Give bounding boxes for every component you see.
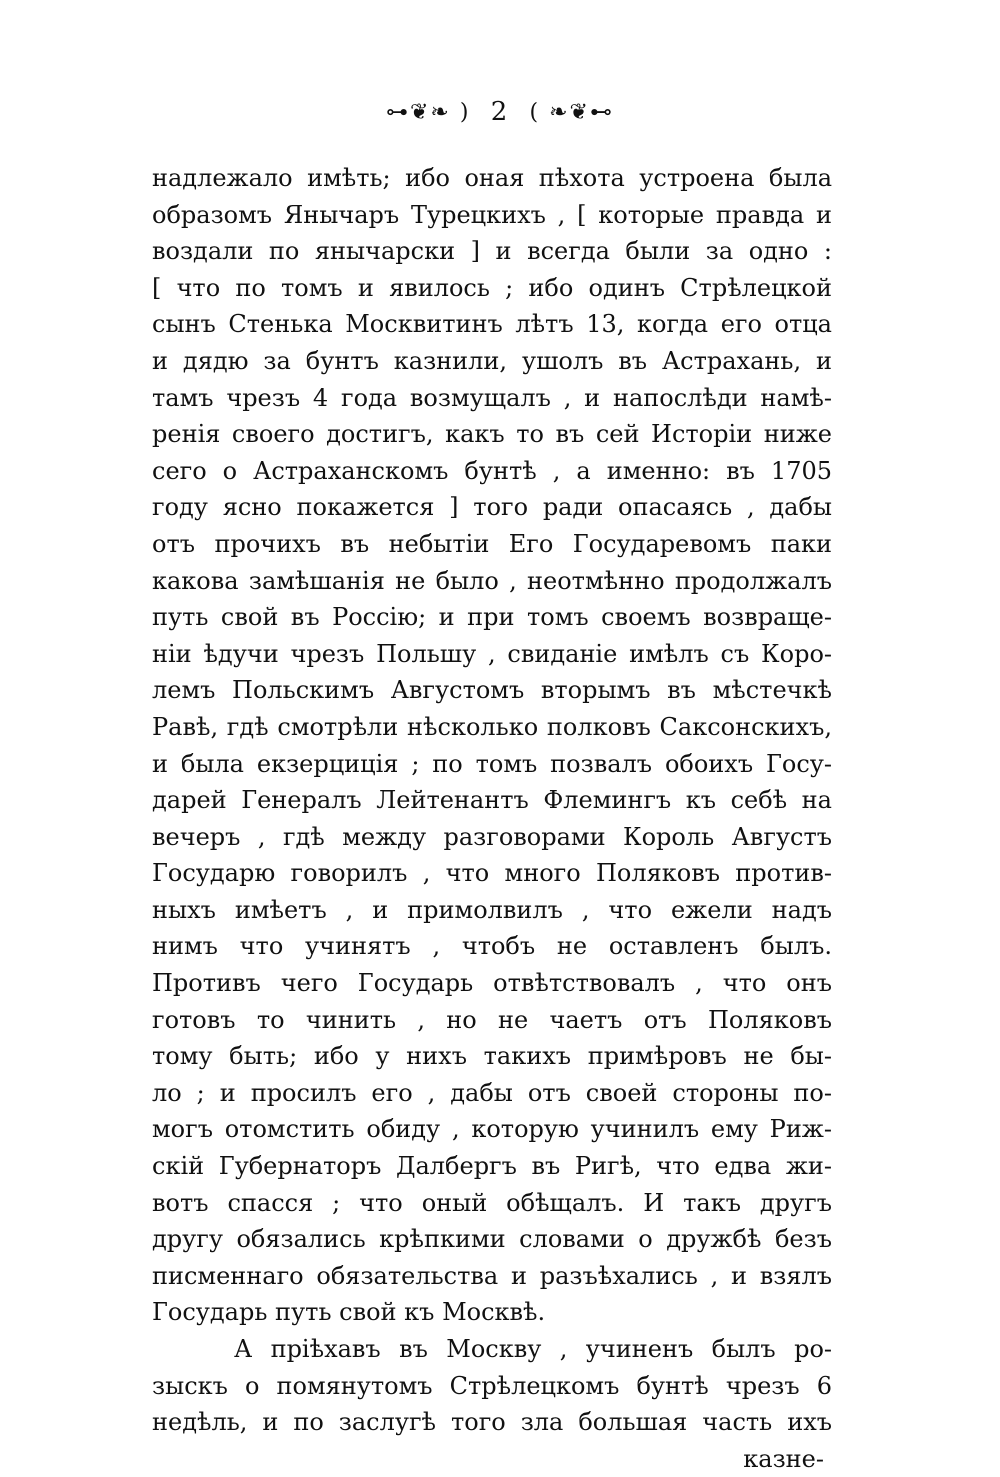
text-line: готовъ то чинить , но не чаетъ отъ Поляковъ	[152, 1005, 832, 1034]
paragraph-start-line: А пріѣхавъ въ Москву , учиненъ былъ ро-	[234, 1335, 832, 1363]
text-line: недѣль, и по заслугѣ того зла большая часть ихъ	[152, 1408, 832, 1437]
text-line: отъ прочихъ въ небытіи Его Государевомъ паки	[152, 529, 832, 558]
text-line: путь свой въ Россію; и при томъ своемъ возвраще-	[152, 603, 832, 632]
text-line: ренія своего достигъ, какъ то въ сей Исторіи ниже	[152, 420, 832, 449]
text-line: зыскъ о помянутомъ Стрѣлецкомъ бунтѣ чрезъ 6	[152, 1371, 832, 1400]
text-line: дарей Генералъ Лейтенантъ Флемингъ къ себѣ на	[152, 786, 832, 815]
text-line: и дядю за бунтъ казнили, ушолъ въ Астрахань, и	[152, 346, 832, 375]
text-line: могъ отомстить обиду , которую учинилъ ему Риж-	[152, 1115, 832, 1144]
catchword: казне-	[743, 1444, 824, 1473]
text-line: ло ; и просилъ его , дабы отъ своей стороны по-	[152, 1078, 832, 1107]
paragraph-end-line: Государь путь свой къ Москвѣ.	[152, 1298, 546, 1327]
text-line: и была екзерциція ; по томъ позвалъ обоихъ Госу-	[152, 749, 832, 778]
text-line: писменнаго обязательства и разъѣхались , и взялъ	[152, 1261, 832, 1290]
ornament-left: ⊶❦❧ )	[386, 99, 471, 125]
text-line: сынъ Стенька Москвитинъ лѣтъ 13, когда его отца	[152, 310, 832, 339]
page-number: 2	[490, 97, 510, 127]
text-line: ныхъ имѣетъ , и примолвилъ , что ежели надъ	[152, 895, 832, 924]
text-line: скій Губернаторъ Далбергъ въ Ригѣ, что едва жи-	[152, 1152, 832, 1181]
body-text	[152, 160, 832, 1477]
text-line: надлежало имѣть; ибо оная пѣхота устроена была	[152, 164, 832, 192]
text-line: [ что по томъ и явилось ; ибо одинъ Стрѣлецкой	[152, 273, 832, 302]
ornament-right: ( ❧❦⊷	[529, 99, 614, 125]
text-line: вотъ спасся ; что оный обѣщалъ. И такъ другъ	[152, 1188, 832, 1217]
text-line: тому быть; ибо у нихъ такихъ примѣровъ не бы-	[152, 1042, 832, 1071]
text-line: нимъ что учинятъ , чтобъ не оставленъ былъ.	[152, 932, 832, 961]
text-line: ніи ѣдучи чрезъ Польшу , свиданіе имѣлъ съ Коро-	[152, 639, 832, 668]
text-line: другу обязались крѣпкими словами о дружбѣ безъ	[152, 1225, 832, 1254]
text-line: какова замѣшанія не было , неотмѣнно продолжалъ	[152, 566, 832, 595]
page-header	[0, 96, 1000, 127]
text-line: лемъ Польскимъ Августомъ вторымъ въ мѣстечкѣ	[152, 676, 832, 705]
text-line: Государю говорилъ , что много Поляковъ против-	[152, 859, 832, 888]
text-line: сего о Астраханскомъ бунтѣ , а именно: въ 1705	[152, 456, 832, 485]
text-line: Противъ чего Государь отвѣтствовалъ , что онъ	[152, 969, 832, 998]
text-line: году ясно покажется ] того ради опасаясь , дабы	[152, 493, 832, 522]
text-line: тамъ чрезъ 4 года возмущалъ , и напослѣди намѣ-	[152, 383, 832, 412]
text-line: образомъ Янычаръ Турецкихъ , [ которые правда и	[152, 200, 832, 229]
text-line: Равѣ, гдѣ смотрѣли нѣсколько полковъ Саксонскихъ,	[152, 712, 832, 741]
text-line: воздали по янычарски ] и всегда были за одно :	[152, 237, 832, 266]
text-line: вечеръ , гдѣ между разговорами Король Августъ	[152, 822, 832, 851]
